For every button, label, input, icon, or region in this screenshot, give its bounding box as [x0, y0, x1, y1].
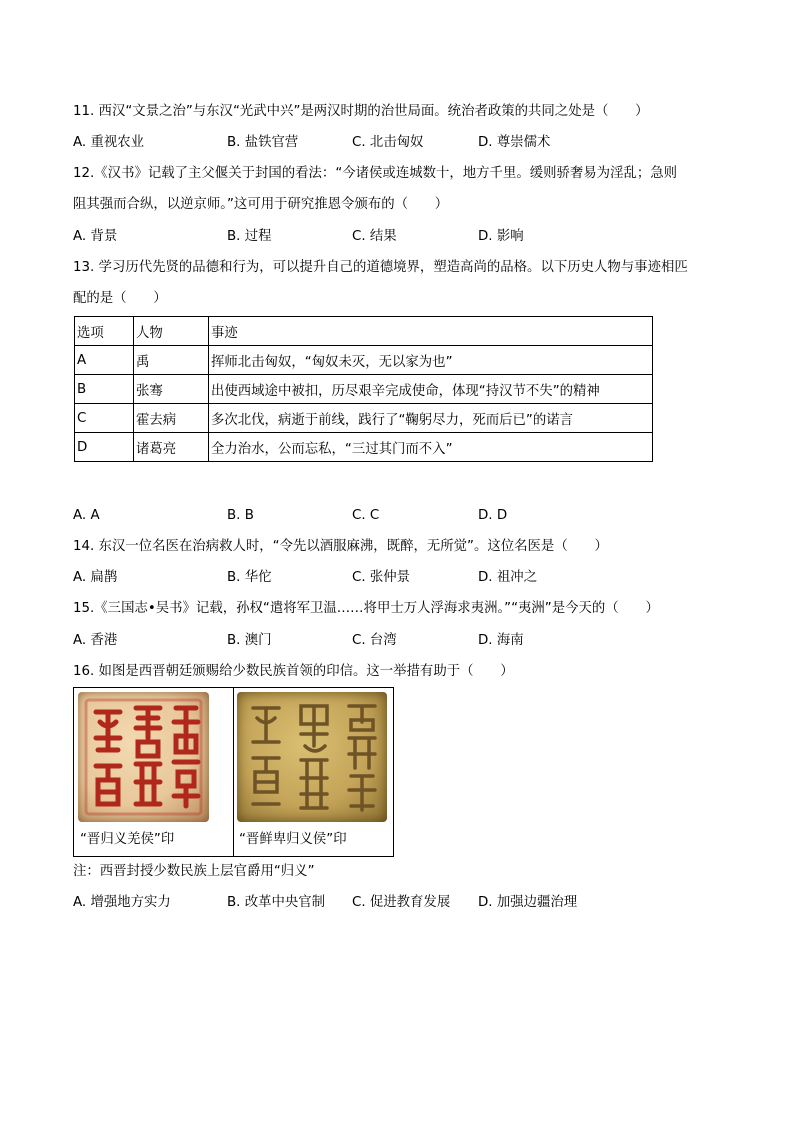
q16-seal-figure [73, 687, 394, 857]
q16-option-c[interactable]: C. 促进教育发展 [352, 895, 451, 910]
table-header-person: 人物 [134, 317, 209, 346]
q16-stem: 16. 如图是西晋朝廷颁赐给少数民族首领的印信。这一举措有助于（ ） [73, 664, 514, 679]
table-cell: D [75, 433, 134, 462]
figure-divider [233, 688, 234, 856]
table-row [75, 433, 653, 462]
q14-option-b[interactable]: B. 华佗 [227, 570, 272, 585]
table-cell: 全力治水，公而忘私，“三过其门而不入” [209, 433, 653, 462]
q14-option-a[interactable]: A. 扁鹊 [73, 570, 118, 585]
table-cell: 霍去病 [134, 404, 209, 433]
q15-option-b[interactable]: B. 澳门 [227, 633, 272, 648]
table-header-option: 选项 [75, 317, 134, 346]
q12-options [73, 228, 733, 246]
q13-option-d[interactable]: D. D [478, 508, 508, 523]
q11-option-d[interactable]: D. 尊崇儒术 [478, 135, 551, 150]
table-cell: 多次北伐，病逝于前线，践行了“鞠躬尽力，死而后已”的诺言 [209, 404, 653, 433]
q16-note: 注：西晋封授少数民族上层官爵用“归义” [73, 864, 315, 879]
q13-options [73, 507, 733, 525]
q14-options [73, 569, 733, 587]
table-row [75, 346, 653, 375]
seal-impression-red-icon [78, 692, 209, 822]
q12-option-b[interactable]: B. 过程 [227, 229, 272, 244]
table-cell: 出使西域途中被扣，历尽艰辛完成使命，体现“持汉节不失”的精神 [209, 375, 653, 404]
q13-option-b[interactable]: B. B [227, 508, 254, 523]
q11-option-a[interactable]: A. 重视农业 [73, 135, 144, 150]
q11-stem: 11. 西汉“文景之治”与东汉“光武中兴”是两汉时期的治世局面。统治者政策的共同之处是（ ） [73, 104, 649, 119]
q12-option-a[interactable]: A. 背景 [73, 229, 118, 244]
seal-impression-gold-icon [237, 692, 387, 822]
q12-stem-line2: 阻其强而合纵，以逆京师。”这可用于研究推恩令颁布的（ ） [73, 197, 449, 212]
q13-stem-line1: 13. 学习历代先贤的品德和行为，可以提升自己的道德境界，塑造高尚的品格。以下历史人物与事迹相匹 [73, 260, 688, 275]
q14-option-d[interactable]: D. 祖冲之 [478, 570, 537, 585]
seal-image-qiang [78, 692, 209, 822]
q14-stem: 14. 东汉一位名医在治病救人时，“令先以酒服麻沸，既醉，无所觉”。这位名医是（ ） [73, 539, 608, 554]
q16-option-d[interactable]: D. 加强边疆治理 [478, 895, 578, 910]
q16-option-b[interactable]: B. 改革中央官制 [227, 895, 326, 910]
seal1-caption: “晋归义羌侯”印 [80, 832, 175, 847]
table-cell: A [75, 346, 134, 375]
table-header-deed: 事迹 [209, 317, 653, 346]
table-cell: 挥师北击匈奴，“匈奴未灭，无以家为也” [209, 346, 653, 375]
table-header-row [75, 317, 653, 346]
table-cell: C [75, 404, 134, 433]
table-cell: B [75, 375, 134, 404]
table-row [75, 375, 653, 404]
q11-options [73, 134, 733, 152]
q13-option-c[interactable]: C. C [352, 508, 380, 523]
q16-option-a[interactable]: A. 增强地方实力 [73, 895, 171, 910]
q15-option-a[interactable]: A. 香港 [73, 633, 118, 648]
q16-options [73, 894, 733, 912]
q13-stem-line2: 配的是（ ） [73, 291, 167, 306]
q15-option-d[interactable]: D. 海南 [478, 633, 524, 648]
q12-stem-line1: 12.《汉书》记载了主父偃关于封国的看法：“今诸侯或连城数十，地方千里。缓则骄奢易为淫乱；急则 [73, 166, 678, 181]
q13-table [74, 316, 653, 462]
table-cell: 禹 [134, 346, 209, 375]
q11-option-b[interactable]: B. 盐铁官营 [227, 135, 299, 150]
q11-option-c[interactable]: C. 北击匈奴 [352, 135, 424, 150]
table-row [75, 404, 653, 433]
q12-option-d[interactable]: D. 影响 [478, 229, 524, 244]
table-cell: 张骞 [134, 375, 209, 404]
q12-option-c[interactable]: C. 结果 [352, 229, 397, 244]
q15-option-c[interactable]: C. 台湾 [352, 633, 397, 648]
seal-image-xianbei [237, 692, 387, 822]
seal2-caption: “晋鲜卑归义侯”印 [239, 832, 347, 847]
table-cell: 诸葛亮 [134, 433, 209, 462]
q15-stem: 15.《三国志•吴书》记载，孙权“遣将军卫温……将甲士万人浮海求夷洲。”“夷洲”是今天的（ ） [73, 601, 659, 616]
q14-option-c[interactable]: C. 张仲景 [352, 570, 411, 585]
q13-option-a[interactable]: A. A [73, 508, 100, 523]
q15-options [73, 632, 733, 650]
